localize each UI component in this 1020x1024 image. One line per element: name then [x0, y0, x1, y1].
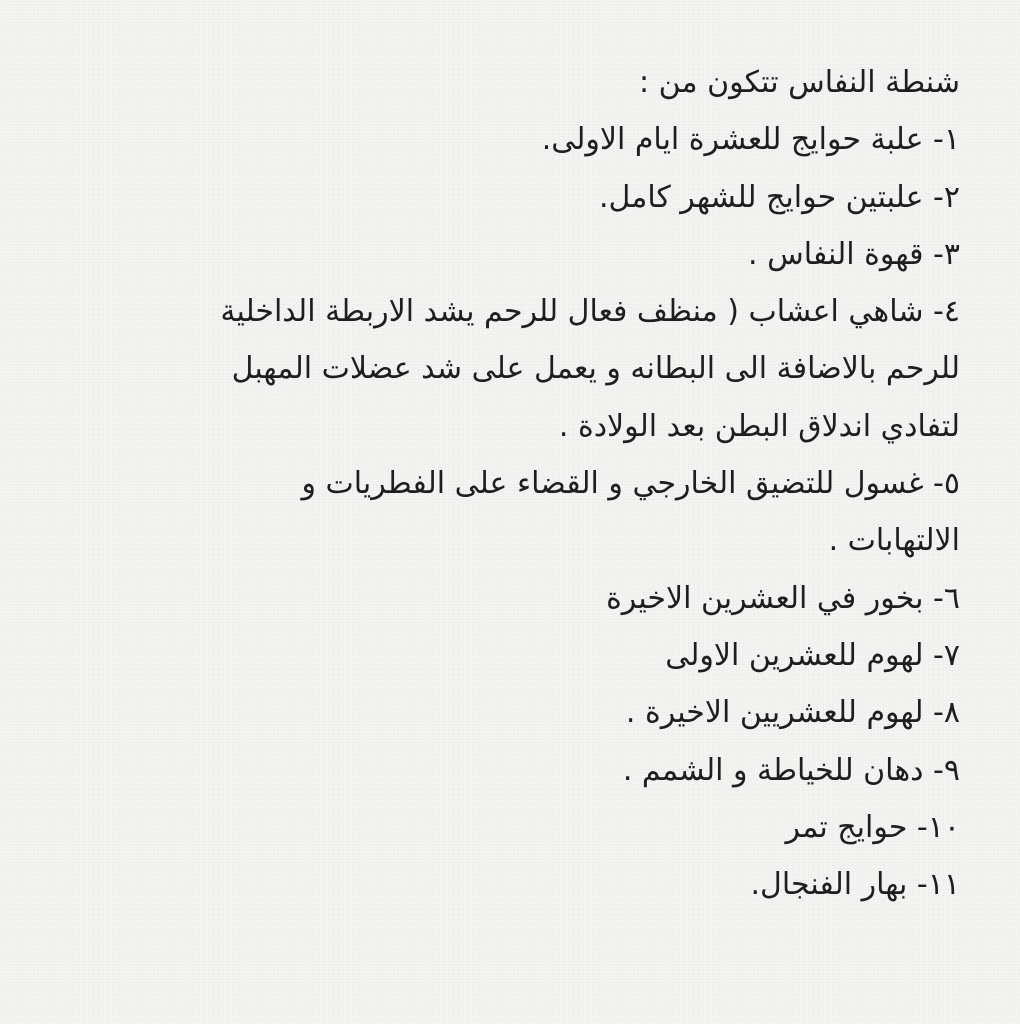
list-item-4-cont-1: للرحم بالاضافة الى البطانه و يعمل على شد عضلات المهبل [231, 351, 960, 387]
list-item-5-cont: الالتهابات . [828, 523, 960, 559]
list-item-1: ١- علبة حوايج للعشرة ايام الاولى. [541, 122, 960, 158]
list-item-5: ٥- غسول للتضيق الخارجي و القضاء على الفطريات و [301, 466, 960, 502]
list-item-11: ١١- بهار الفنجال. [750, 867, 960, 903]
list-item-7: ٧- لهوم للعشرين الاولى [665, 637, 960, 673]
list-item-3: ٣- قهوة النفاس . [748, 236, 960, 272]
list-item-2: ٢- علبتين حوايج للشهر كامل. [599, 179, 960, 215]
list-item-9: ٩- دهان للخياطة و الشمم . [622, 752, 960, 788]
list-item-8: ٨- لهوم للعشريين الاخيرة . [625, 695, 960, 731]
list-item-10: ١٠- حوايج تمر [785, 809, 960, 845]
list-item-4: ٤- شاهي اعشاب ( منظف فعال للرحم يشد الاربطة الداخلية [220, 294, 960, 330]
note-text [100, 54, 960, 913]
list-item-4-cont-2: لتفادي اندلاق البطن بعد الولادة . [558, 408, 960, 444]
list-item-6: ٦- بخور في العشرين الاخيرة [606, 580, 960, 616]
note-heading: شنطة النفاس تتكون من : [638, 65, 960, 100]
